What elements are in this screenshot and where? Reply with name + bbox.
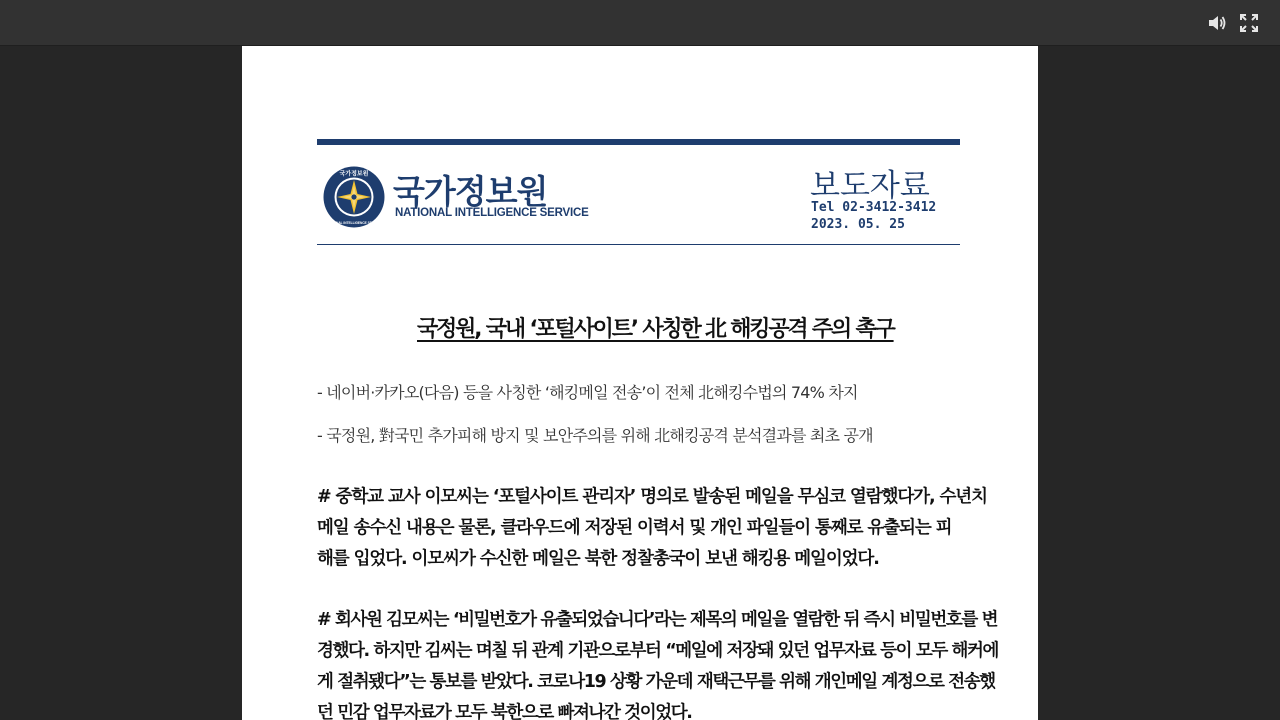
seal-text-en: NATIONAL INTELLIGENCE SERVICE: [326, 221, 382, 225]
phone-number: Tel 02-3412-3412: [811, 200, 937, 215]
subheadline-2: - 국정원, 對국민 추가피해 방지 및 보안주의를 위해 北해킹공격 분석결과를 최초 공개: [317, 426, 873, 445]
seal-text: 국가정보원: [339, 170, 369, 178]
header-top-rule: [317, 139, 960, 145]
paragraph-line: 경했다. 하지만 김씨는 며칠 뒤 관계 기관으로부터 “메일에 저장돼 있던 업무자료 등이 모두 해커에: [317, 641, 999, 661]
document-viewer[interactable]: [0, 46, 1280, 720]
document-page: [242, 46, 1038, 720]
article-headline: 국정원, 국내 ‘포털사이트’ 사칭한 北 해킹공격 주의 촉구: [417, 317, 894, 342]
paragraph-line: # 회사원 김모씨는 ‘비밀번호가 유출되었습니다’라는 제목의 메일을 열람한 뒤 즉시 비밀번호를 변: [317, 610, 998, 630]
paragraph-line: 던 민감 업무자료가 모두 북한으로 빠져나간 것이었다.: [317, 703, 692, 720]
paragraph-line: 해를 입었다. 이모씨가 수신한 메일은 북한 정찰총국이 보낸 해킹용 메일이었다.: [317, 549, 879, 569]
paragraph-line: 메일 송수신 내용은 물론, 클라우드에 저장된 이력서 및 개인 파일들이 통째로 유출되는 피: [317, 518, 952, 538]
subheadline-1: - 네이버·카카오(다음) 등을 사칭한 ‘해킹메일 전송’이 전체 北해킹수법의 74% 차지: [317, 383, 858, 402]
case-paragraph-2: [317, 605, 999, 720]
release-date: 2023. 05. 25: [811, 217, 905, 232]
press-release-label: 보도자료: [810, 168, 930, 204]
volume-icon[interactable]: [1206, 12, 1228, 34]
header-bottom-rule: [317, 244, 960, 245]
fullscreen-icon[interactable]: [1238, 12, 1260, 34]
nis-seal-icon: [323, 166, 385, 228]
org-name-en: NATIONAL INTELLIGENCE SERVICE: [395, 207, 589, 219]
org-name-ko: 국가정보원: [393, 172, 548, 211]
paragraph-line: 게 절취됐다”는 통보를 받았다. 코로나19 상황 가운데 재택근무를 위해 개인메일 계정으로 전송했: [317, 672, 995, 692]
viewer-toolbar: [0, 0, 1280, 46]
paragraph-line: # 중학교 교사 이모씨는 ‘포털사이트 관리자’ 명의로 발송된 메일을 무심코 열람했다가, 수년치: [317, 487, 987, 507]
case-paragraph-1: [317, 482, 987, 575]
